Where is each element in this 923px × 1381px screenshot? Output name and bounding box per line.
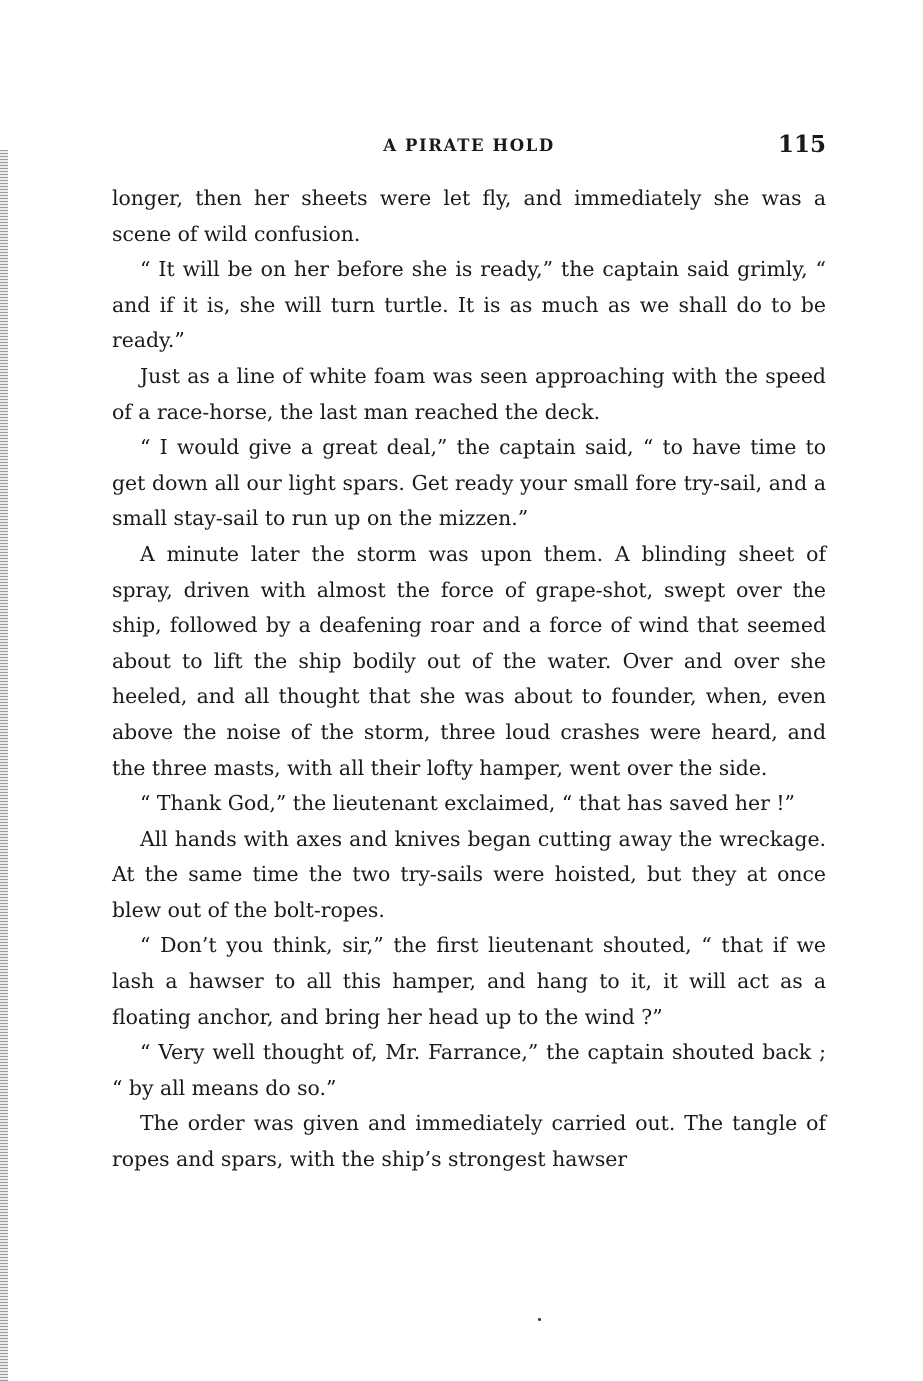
paragraph-7: All hands with axes and knives began cutting away the wreckage. At the same time the two try-sails were hoisted, but they at once blew out of the bolt-ropes. (112, 826, 826, 922)
paragraph-3: Just as a line of white foam was seen approaching with the speed of a race-horse, the last man reached the deck. (112, 363, 826, 424)
running-title: A PIRATE HOLD (383, 136, 555, 155)
print-speck (538, 1318, 541, 1321)
paragraph-2: “ It will be on her before she is ready,” the captain said grimly, “ and if it is, she will turn turtle. It is as much as we shall do to be ready.” (112, 257, 826, 353)
paragraph-8: “ Don’t you think, sir,” the first lieutenant shouted, “ that if we lash a hawser to all this hamper, and hang to it, it will act as a floating anchor, and bring her head up to the wind ?” (112, 933, 826, 1029)
paragraph-1: longer, then her sheets were let fly, and immediately she was a scene of wild confusion. (112, 186, 826, 246)
running-head (112, 131, 826, 164)
paragraph-9: “ Very well thought of, Mr. Farrance,” the captain shouted back ; “ by all means do so.” (112, 1040, 826, 1100)
paragraph-5: A minute later the storm was upon them. A blinding sheet of spray, driven with almost the force of grape-shot, swept over the ship, followed by a deafening roar and a force of wind that seemed about to lift the ship bodily out of the water. Over and over she heeled, and all thought that she was about to founder, when, even above the noise of the storm, three loud crashes were heard, and the three masts, with all their lofty hamper, went over the side. (112, 541, 826, 780)
page-binding-edge (0, 150, 8, 1381)
paragraph-4: “ I would give a great deal,” the captain said, “ to have time to get down all our light spars. Get ready your small fore try-sail, and a small stay-sail to run up on the mizzen.” (112, 435, 826, 531)
paragraph-6: “ Thank God,” the lieutenant exclaimed, “ that has saved her !” (140, 791, 795, 816)
page-number: 115 (777, 131, 826, 158)
paragraph-10: The order was given and immediately carried out. The tangle of ropes and spars, with the ship’s strongest hawser (112, 1111, 826, 1172)
body-text (112, 181, 826, 1178)
